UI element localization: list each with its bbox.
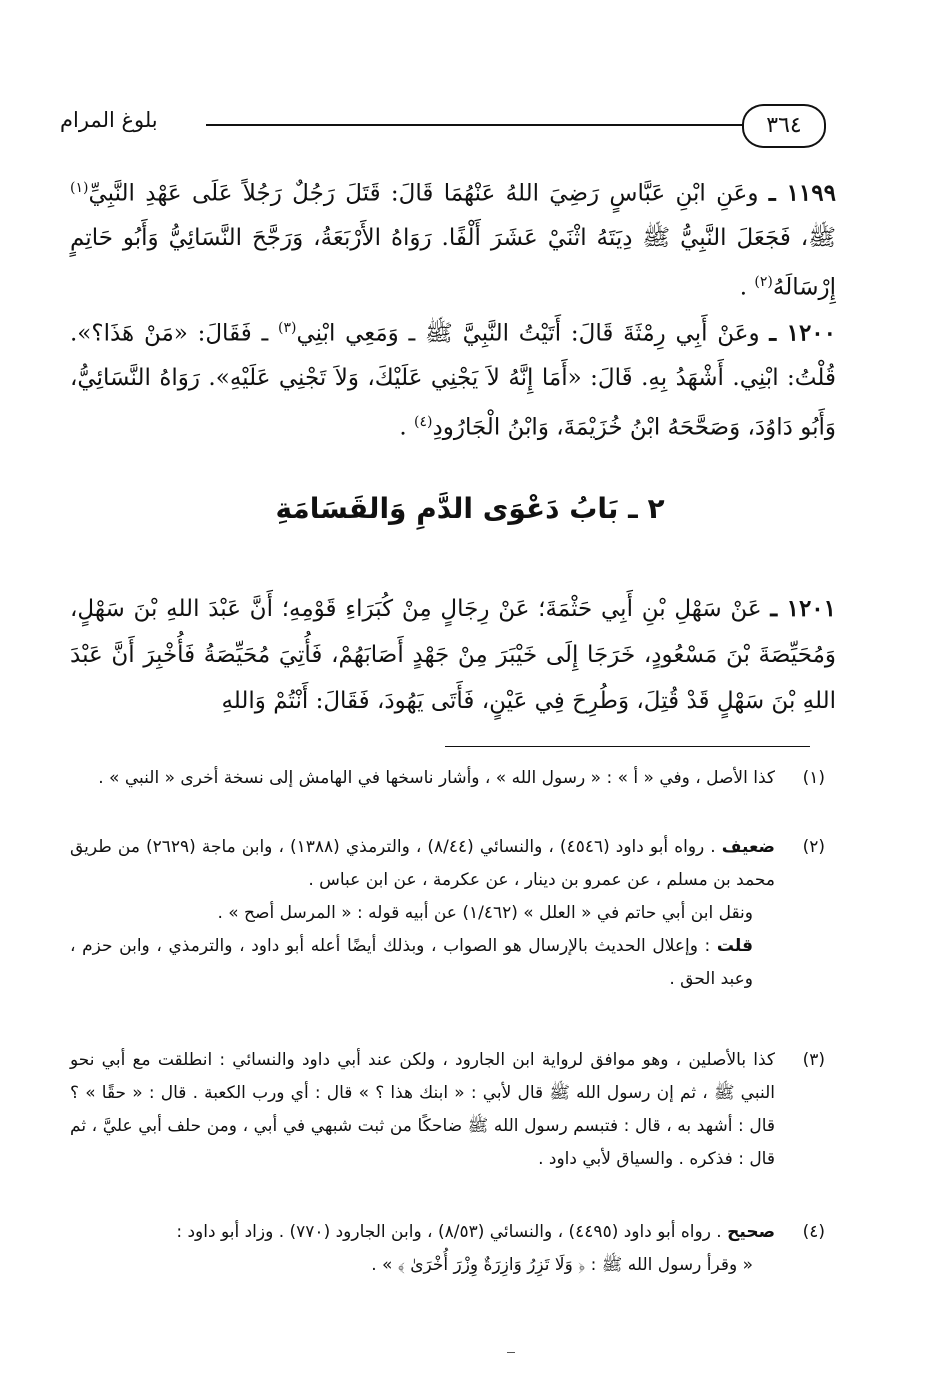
hadith-text: وعَنْ أَبِي رِمْثَةَ قَالَ: أَتَيْتُ النَّبِيَّ ﷺ ـ وَمَعِي ابْنِي [296, 320, 760, 347]
grade-label: صحيح [727, 1222, 775, 1242]
footnote-number: (١) [802, 768, 825, 788]
hadith-1200 [70, 306, 836, 449]
quran-quote: « وقرأ رسول الله ﷺ : ﴿ وَلَا تَزِرُ وَازِرَةٌ وِزْرَ أُخْرَىٰ ﴾ » . [371, 1255, 753, 1275]
footnote-2 [70, 831, 825, 996]
footnote-1 [70, 762, 825, 795]
footnote-ref: (٢) [754, 273, 773, 290]
footnote-ref: (٤) [414, 413, 433, 430]
footnote-ref: (١) [70, 180, 89, 196]
hadith-1201 [70, 586, 836, 724]
footnote-text: كذا الأصل ، وفي « أ » : « رسول الله » ، وأشار ناسخها في الهامش إلى نسخة أخرى « النبي » . [98, 768, 775, 788]
grade-label: ضعيف [721, 837, 775, 857]
page-end-mark [507, 1352, 515, 1353]
hadith-1199 [70, 166, 836, 309]
footnote-number: (٤) [802, 1222, 825, 1242]
footnote-ref: (٣) [277, 320, 297, 336]
hadith-end: . [399, 414, 407, 441]
header-rule [206, 124, 742, 126]
footnote-text: . رواه أبو داود (٤٥٤٦) ، والنسائي (٨/٤٤) ، والترمذي (١٣٨٨) ، وابن ماجة (٢٦٢٩) من طريق محمد بن مسلم ، عن عمرو بن دينار ، عن عكرمة ، عن ابن عباس . [70, 837, 775, 890]
book-title: بلوغ المرام [60, 108, 158, 132]
footnote-number: (٢) [802, 837, 825, 857]
footnote-text: . رواه أبو داود (٤٤٩٥) ، والنسائي (٨/٥٣) ، وابن الجارود (٧٧٠) . وزاد أبو داود : [176, 1222, 722, 1242]
hadith-number: ١١٩٩ ـ [768, 179, 836, 207]
footnote-4 [70, 1216, 825, 1282]
footnote-text: : وإعلال الحديث بالإرسال هو الصواب ، وبذلك أيضًا أعله أبو داود ، والترمذي ، وابن حزم ، وعبد الحق . [70, 936, 753, 989]
hadith-text: عَنْ سَهْلِ بْنِ أَبِي حَثْمَةَ؛ عَنْ رِجَالٍ مِنْ كُبَرَاءِ قَوْمِهِ؛ أَنَّ عَبْدَ اللهِ بْنَ سَهْلٍ، وَمُحَيِّصَةَ بْنَ مَسْعُودٍ، خَرَجَا إِلَى خَيْبَرَ مِنْ جَهْدٍ أَصَابَهُمْ، فَأُتِيَ مُحَيِّصَةُ فَأُخْبِرَ أَنَّ عَبْدَ اللهِ بْنَ سَهْلٍ قَدْ قُتِلَ، وَطُرِحَ فِي عَيْنٍ، فَأَتَى يَهُودَ، فَقَالَ: أَنْتُمْ وَاللهِ [70, 596, 836, 714]
footnote-text: ونقل ابن أبي حاتم في « العلل » (١/٤٦٢) عن أبيه قوله : « المرسل أصح » . [217, 903, 753, 923]
footnote-text: كذا بالأصلين ، وهو موافق لرواية ابن الجارود ، ولكن عند أبي داود والنسائي : انطلقت مع أبي نحو النبي ﷺ ، ثم إن رسول الله ﷺ قال لأبي : « ابنك هذا ؟ » قال : أي ورب الكعبة . قال : « حقًا » ؟ قال : أشهد به ، قال : فتبسم رسول الله ﷺ ضاحكًا من ثبت شبهي في أبي ، ومن حلف أبي عليَّ ، ثم قال : فذكره . والسياق لأبي داود . [70, 1050, 775, 1169]
hadith-text-cont: ـ فَقَالَ: «مَنْ هَذَا؟». قُلْتُ: ابْنِي. أَشْهَدُ بِهِ. قَالَ: «أَمَا إِنَّهُ لاَ يَجْنِي عَلَيْكَ، وَلاَ تَجْنِي عَلَيْهِ». رَوَاهُ النَّسَائِيُّ، وَأَبُو دَاوُدَ، وَصَحَّحَهُ ابْنُ خُزَيْمَةَ، وَابْنُ الْجَارُودِ [70, 320, 836, 441]
hadith-number: ١٢٠١ ـ [770, 595, 837, 622]
hadith-number: ١٢٠٠ ـ [769, 319, 837, 347]
footnote-number: (٣) [802, 1050, 825, 1070]
hadith-end: . [739, 274, 748, 301]
footnote-separator [445, 746, 810, 747]
footnote-3 [70, 1044, 825, 1176]
hadith-text-cont: ﷺ، فَجَعَلَ النَّبِيُّ ﷺ دِيَتَهُ اثْنَيْ عَشَرَ أَلْفًا. رَوَاهُ الأَرْبَعَةُ، وَرَجَّحَ النَّسَائِيُّ وَأَبُو حَاتِمٍ إِرْسَالَهُ [70, 224, 836, 301]
qult-label: قلت [716, 936, 753, 956]
page-number: ٣٦٤ [742, 104, 826, 148]
chapter-title: ٢ ـ بَابُ دَعْوَى الدَّمِ وَالقَسَامَةِ [275, 492, 665, 525]
hadith-text: وعَنِ ابْنِ عَبَّاسٍ رَضِيَ اللهُ عَنْهُمَا قَالَ: قَتَلَ رَجُلٌ رَجُلاً عَلَى عَهْدِ النَّبِيِّ [88, 180, 759, 207]
